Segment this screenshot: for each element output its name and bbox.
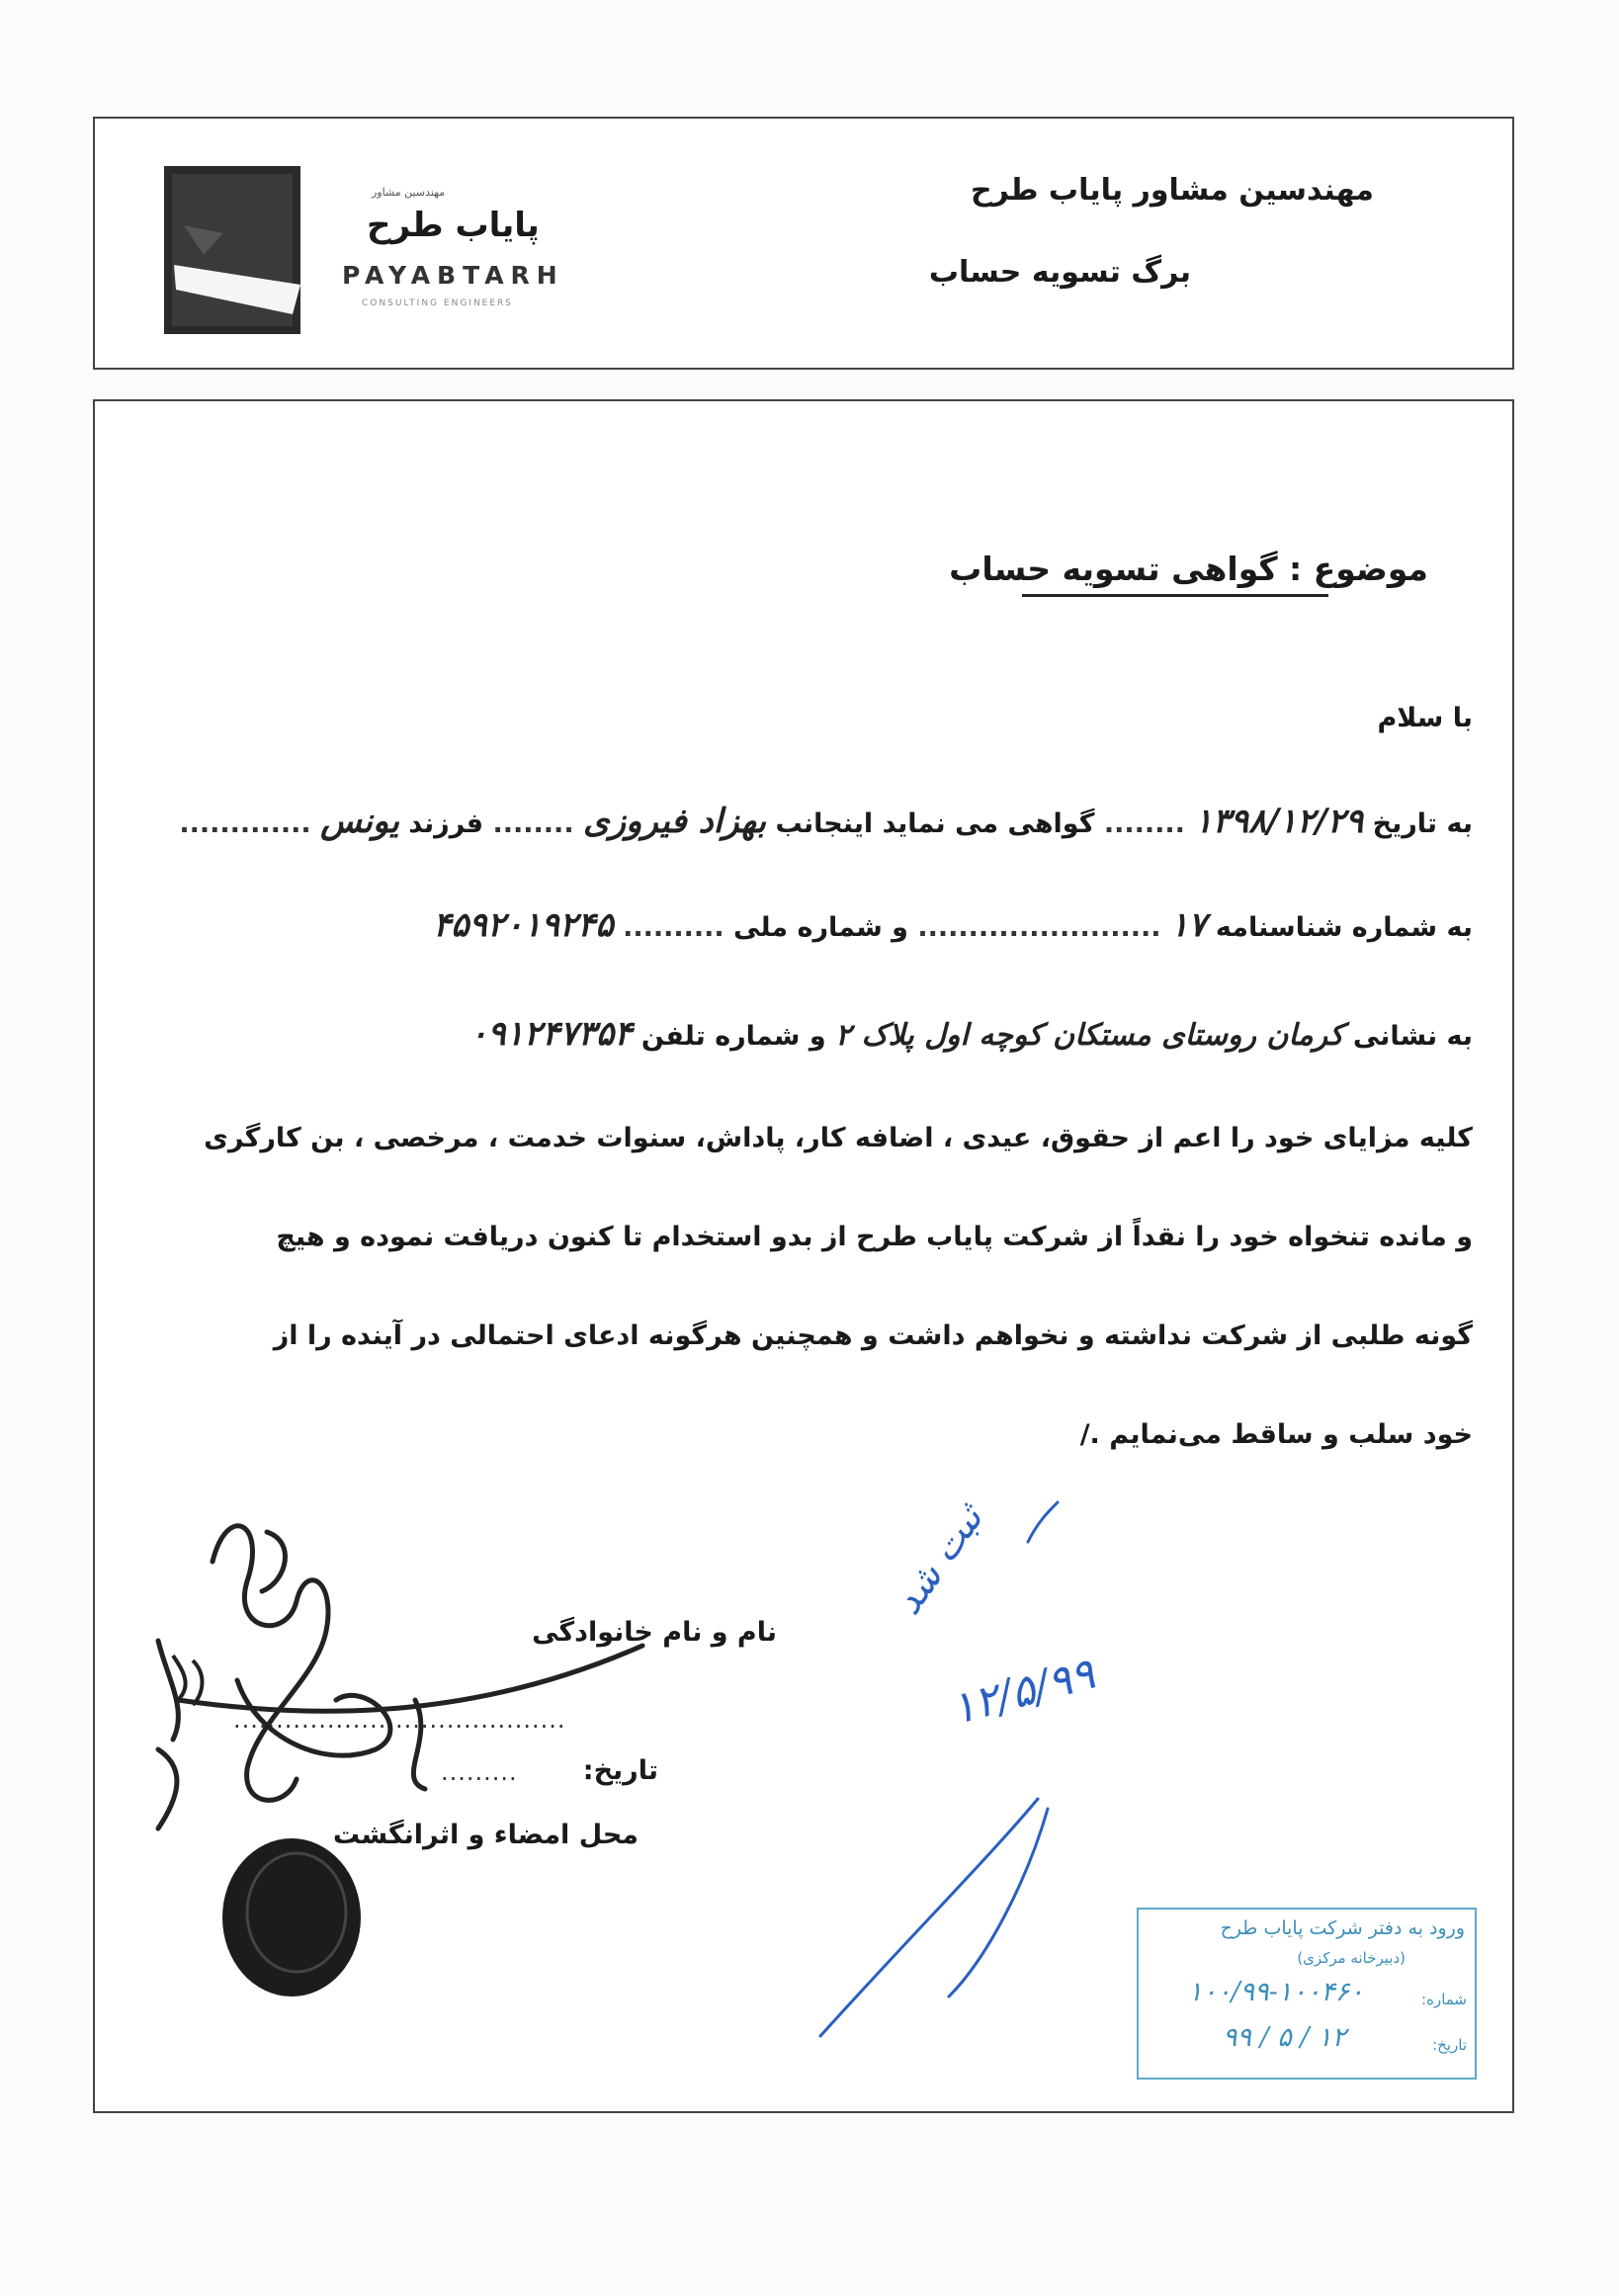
filled-id-no: ۱۷: [1169, 905, 1207, 945]
body-line-4: خود سلب و ساقط می‌نمایم ./: [1079, 1419, 1473, 1450]
stamp-title: ورود به دفتر شرکت پایاب طرح: [1220, 1917, 1465, 1939]
body-line-3: گونه طلبی از شرکت نداشته و نخواهم داشت و همچنین هرگونه ادعای احتمالی در آینده را از: [273, 1320, 1473, 1351]
label-father: فرزند: [408, 808, 484, 839]
filled-date: ۱۳۹۸/۱۲/۲۹: [1194, 802, 1364, 841]
stamp-number: ۱۰۰/۹۹-۱۰۰۴۶۰: [1188, 1977, 1364, 2007]
logo-english-name: PAYABTARH: [342, 261, 564, 290]
handwritten-note-date: ۱۲/۵/۹۹: [945, 1648, 1100, 1736]
filled-father-name: یونس: [320, 802, 399, 841]
dots: .............: [179, 808, 311, 839]
filled-name: بهزاد فیروزی: [582, 802, 767, 841]
registration-stamp: [1137, 1908, 1477, 2080]
body-line-2: و مانده تنخواه خود را نقداً از شرکت پایاب طرح از بدو استخدام تا کنون دریافت نموده و هیچ: [276, 1222, 1473, 1252]
label-date: به تاریخ: [1372, 808, 1473, 839]
label-national-id: و شماره ملی: [733, 912, 908, 943]
label-certify: گواهی می نماید اینجانب: [775, 808, 1095, 839]
dots: ........: [492, 808, 574, 839]
stamp-subtitle: (دبیرخانه مرکزی): [1297, 1949, 1406, 1967]
signature-date-label: تاریخ:: [582, 1755, 658, 1786]
letter-subject: موضوع : گواهی تسویه حساب: [949, 550, 1428, 588]
label-address: به نشانی: [1352, 1021, 1473, 1052]
filled-national-id: ۴۵۹۲۰۱۹۲۴۵: [433, 905, 614, 945]
stamp-date-label: تاریخ:: [1432, 2036, 1467, 2054]
dots: .........: [441, 1758, 518, 1786]
label-id-no: به شماره شناسنامه: [1215, 912, 1473, 943]
stamp-date: ۹۹ / ۵ / ۱۲: [1223, 2022, 1347, 2053]
label-phone: و شماره تلفن: [640, 1021, 826, 1052]
signature-place-label: محل امضاء و اثرانگشت: [332, 1820, 639, 1850]
logo-persian-name: پایاب طرح: [367, 206, 540, 245]
dots: ........................: [917, 912, 1161, 943]
stamp-number-label: شماره:: [1421, 1991, 1467, 2008]
filled-phone: ۰۹۱۲۴۷۳۵۴: [469, 1014, 633, 1054]
signature-scribble-icon: [158, 1526, 642, 1828]
dots: .......................................: [233, 1706, 566, 1734]
form-title: برگ تسویه حساب: [928, 255, 1191, 290]
body-line-1: کلیه مزایای خود را اعم از حقوق، عیدی ، اضافه کار، پاداش، سنوات خدمت ، مرخصی ، بن کارگری: [204, 1123, 1473, 1153]
dots: ........: [1103, 808, 1185, 839]
dots: ..........: [623, 912, 724, 943]
filled-address: کرمان روستای مستکان کوچه اول پلاک ۲: [835, 1018, 1344, 1053]
blue-strike-icon: [820, 1502, 1058, 2036]
signature-name-label: نام و نام خانوادگی: [532, 1617, 777, 1648]
handwritten-note: ثبت شد: [886, 1497, 991, 1623]
logo-english-sub: CONSULTING ENGINEERS: [362, 298, 514, 308]
company-name: مهندسین مشاور پایاب طرح: [970, 173, 1374, 208]
greeting: با سلام: [1377, 703, 1473, 733]
logo-small-text: مهندسین مشاور: [372, 186, 446, 199]
